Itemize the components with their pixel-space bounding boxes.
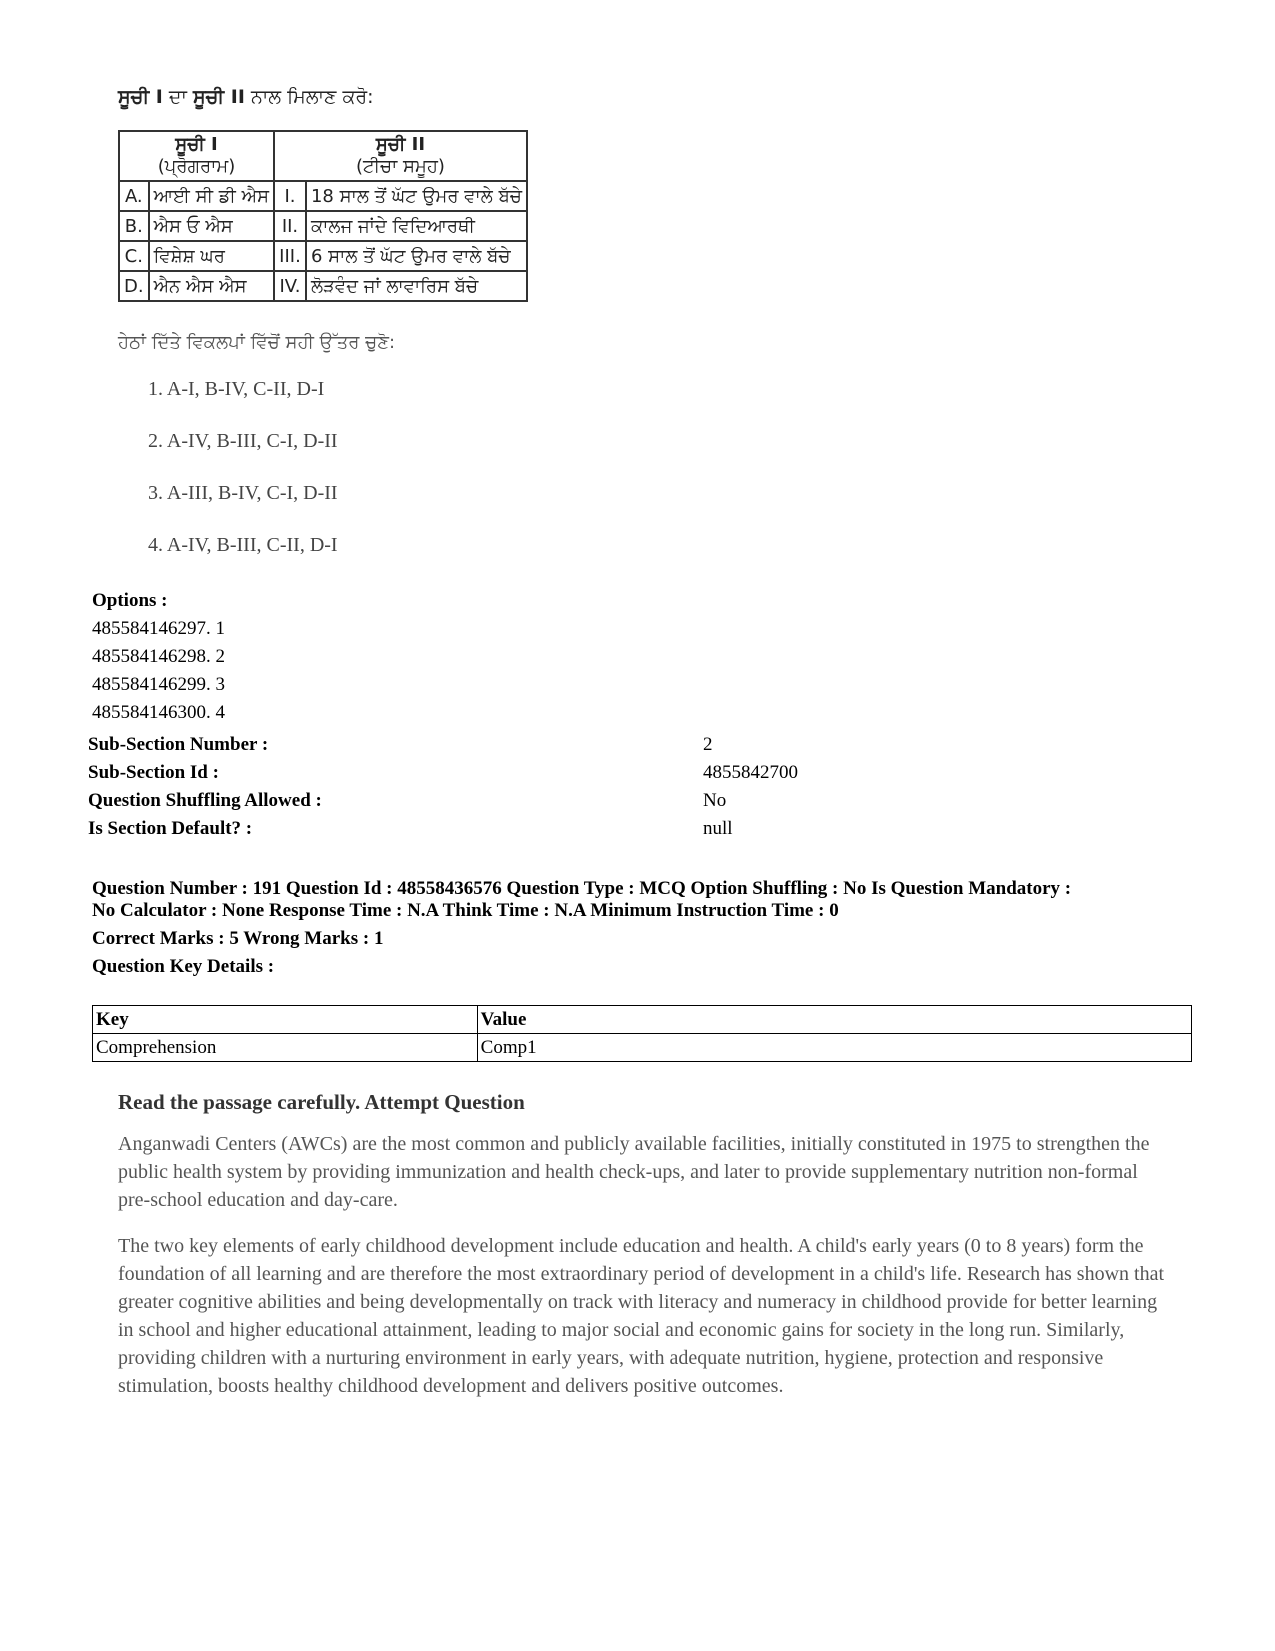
section-default-label: Is Section Default? : (88, 818, 253, 839)
value-cell: Comp1 (477, 1034, 1191, 1062)
table-row (93, 1034, 1192, 1062)
row-code: C. (119, 241, 149, 271)
row-program: ਐਸ ਓ ਐਸ (149, 211, 274, 241)
table-row (119, 241, 527, 271)
row-target: 18 ਸਾਲ ਤੋਂ ਘੱਟ ਉਮਰ ਵਾਲੇ ਬੱਚੇ (306, 181, 527, 211)
subsection-id-label: Sub-Section Id : (88, 762, 219, 783)
question-key-details-label: Question Key Details : (92, 956, 275, 977)
answer-choice-3: 3. A-III, B-IV, C-I, D-II (148, 482, 338, 504)
passage-paragraph-2: The two key elements of early childhood development include education and health. A child's early years (0 to 8 years) form the foundation of all learning and are therefore the most extraordinary period of development in a child's life. Research has shown that greater cognitive abilities and being developmentally on track with literacy and numeracy in childhood provide for better learning in school and higher educational attainment, leading to major social and economic gains for society in the long run. Similarly, providing children with a nurturing environment in early years, with adequate nutrition, hygiene, protection and responsive stimulation, boosts healthy childhood development and delivers positive outcomes. (118, 1235, 1165, 1397)
row-roman: III. (274, 241, 306, 271)
question-info-line2: No Calculator : None Response Time : N.A Think Time : N.A Minimum Instruction Time : 0 (92, 900, 839, 921)
row-roman: II. (274, 211, 306, 241)
table-header-row (93, 1006, 1192, 1034)
passage-title: Read the passage carefully. Attempt Question (118, 1090, 525, 1114)
option-id-3: 485584146299. 3 (92, 674, 225, 695)
table-row (119, 181, 527, 211)
question-shuffling-label: Question Shuffling Allowed : (88, 790, 322, 811)
row-roman: I. (274, 181, 306, 211)
table-row (119, 211, 527, 241)
section-default-value: null (703, 818, 733, 839)
match-instruction: ਸੂਚੀ I ਦਾ ਸੂਚੀ II ਨਾਲ ਮਿਲਾਣ ਕਰੋ: (118, 86, 374, 108)
row-code: B. (119, 211, 149, 241)
answer-choice-2: 2. A-IV, B-III, C-I, D-II (148, 430, 338, 452)
subsection-number-value: 2 (703, 734, 713, 755)
row-roman: IV. (274, 271, 306, 301)
row-code: A. (119, 181, 149, 211)
option-id-1: 485584146297. 1 (92, 618, 225, 639)
answer-choice-1: 1. A-I, B-IV, C-II, D-I (148, 378, 325, 400)
options-label: Options : (92, 590, 168, 611)
answer-choice-4: 4. A-IV, B-III, C-II, D-I (148, 534, 338, 556)
row-target: 6 ਸਾਲ ਤੋਂ ਘੱਟ ਉਮਰ ਵਾਲੇ ਬੱਚੇ (306, 241, 527, 271)
row-program: ਆਈ ਸੀ ਡੀ ਐਸ (149, 181, 274, 211)
subsection-number-label: Sub-Section Number : (88, 734, 269, 755)
row-target: ਲੋੜਵੰਦ ਜਾਂ ਲਾਵਾਰਿਸ ਬੱਚੇ (306, 271, 527, 301)
key-header: Key (93, 1006, 478, 1034)
choose-answer-prompt: ਹੇਠਾਂ ਦਿੱਤੇ ਵਿਕਲਪਾਂ ਵਿੱਚੋਂ ਸਹੀ ਉੱਤਰ ਚੁਣੋ: (118, 332, 396, 353)
table-row (119, 271, 527, 301)
passage-paragraph-1: Anganwadi Centers (AWCs) are the most common and publicly available facilities, initially constituted in 1975 to strengthen the public health system by providing immunization and health check-ups, and later to provide supplementary nutrition non-formal pre-school education and day-care. (118, 1133, 1150, 1211)
subsection-id-value: 4855842700 (703, 762, 798, 783)
row-program: ਵਿਸ਼ੇਸ਼ ਘਰ (149, 241, 274, 271)
row-program: ਐਨ ਐਸ ਐਸ (149, 271, 274, 301)
question-info-line1: Question Number : 191 Question Id : 48558436576 Question Type : MCQ Option Shuffling : No Is Question Mandatory : (92, 878, 1072, 899)
match-table-header (119, 131, 527, 181)
option-id-4: 485584146300. 4 (92, 702, 225, 723)
match-table (118, 130, 528, 302)
value-header: Value (477, 1006, 1191, 1034)
option-id-2: 485584146298. 2 (92, 646, 225, 667)
key-details-table (92, 1005, 1192, 1062)
row-code: D. (119, 271, 149, 301)
list1-header: ਸੂਚੀ I (ਪ੍ਰੋਗਰਾਮ) (119, 131, 274, 181)
question-shuffling-value: No (703, 790, 727, 811)
question-marks: Correct Marks : 5 Wrong Marks : 1 (92, 928, 384, 949)
key-cell: Comprehension (93, 1034, 478, 1062)
list2-header: ਸੂਚੀ II (ਟੀਚਾ ਸਮੂਹ) (274, 131, 527, 181)
row-target: ਕਾਲਜ ਜਾਂਦੇ ਵਿਦਿਆਰਥੀ (306, 211, 527, 241)
